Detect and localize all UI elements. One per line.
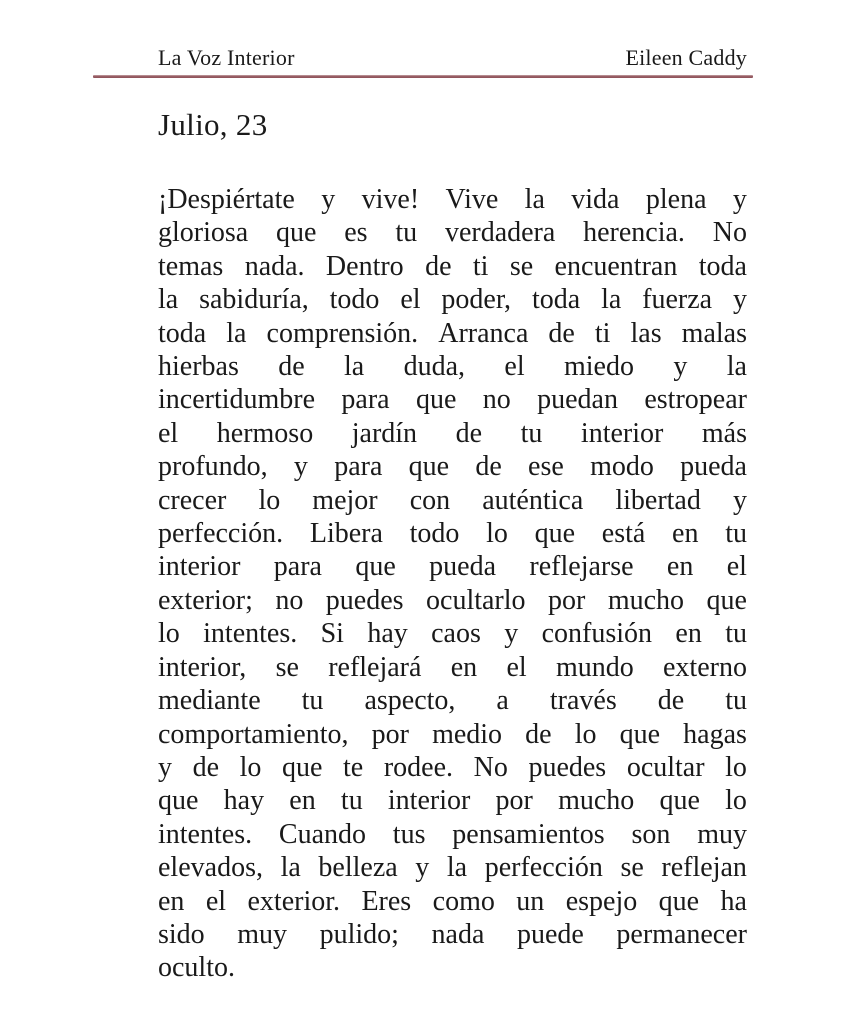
paragraph-line: en el exterior. Eres como un espejo que ha <box>158 885 747 917</box>
paragraph-line: interior para que pueda reflejarse en el <box>158 551 747 583</box>
entry-paragraph <box>158 183 747 985</box>
paragraph-line: ¡Despiértate y vive! Vive la vida plena y <box>158 184 747 215</box>
paragraph-line: toda la comprensión. Arranca de ti las malas <box>158 317 747 349</box>
header-rule-divider <box>93 75 753 78</box>
paragraph-line: oculto. <box>158 952 235 984</box>
running-header-book-title: La Voz Interior <box>158 45 295 70</box>
paragraph-line: lo intentes. Si hay caos y confusión en tu <box>158 618 747 650</box>
paragraph-line: el hermoso jardín de tu interior más <box>158 417 747 449</box>
paragraph-line: profundo, y para que de ese modo pueda <box>158 451 747 483</box>
paragraph-line: y de lo que te rodee. No puedes ocultar lo <box>158 751 747 783</box>
paragraph-line: hierbas de la duda, el miedo y la <box>158 351 747 383</box>
paragraph-line: perfección. Libera todo lo que está en tu <box>158 518 747 550</box>
paragraph-line: que hay en tu interior por mucho que lo <box>158 785 747 817</box>
paragraph-line: exterior; no puedes ocultarlo por mucho que <box>158 584 747 616</box>
date-heading: Julio, 23 <box>158 107 268 142</box>
paragraph-line: la sabiduría, todo el poder, toda la fuerza y <box>158 284 747 316</box>
paragraph-line: crecer lo mejor con auténtica libertad y <box>158 484 747 516</box>
running-header <box>158 44 747 72</box>
paragraph-line: mediante tu aspecto, a través de tu <box>158 685 747 717</box>
paragraph-line: interior, se reflejará en el mundo externo <box>158 651 747 683</box>
paragraph-line: intentes. Cuando tus pensamientos son muy <box>158 818 747 850</box>
paragraph-line: comportamiento, por medio de lo que hagas <box>158 718 747 750</box>
paragraph-line: elevados, la belleza y la perfección se reflejan <box>158 852 747 884</box>
paragraph-line: gloriosa que es tu verdadera herencia. No <box>158 217 747 249</box>
paragraph-line: sido muy pulido; nada puede permanecer <box>158 918 747 950</box>
paragraph-line: incertidumbre para que no puedan estropear <box>158 384 747 416</box>
running-header-author: Eileen Caddy <box>625 45 747 70</box>
paragraph-line: temas nada. Dentro de ti se encuentran toda <box>158 250 747 282</box>
